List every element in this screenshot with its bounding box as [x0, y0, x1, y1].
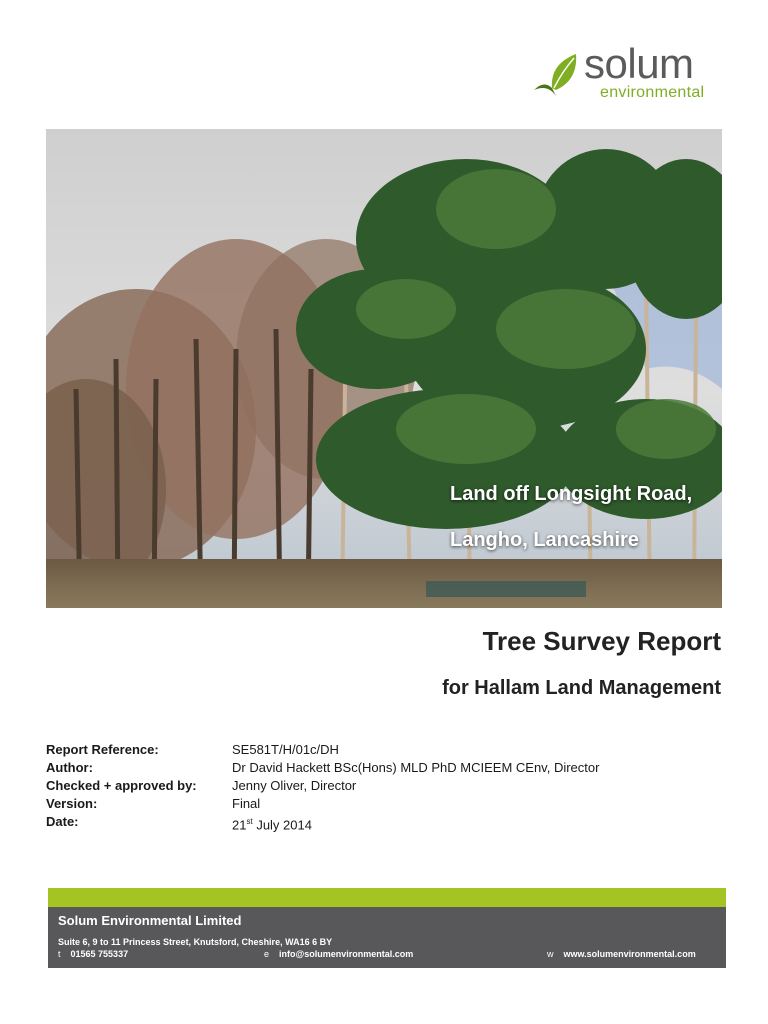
hero-caption-line1: Land off Longsight Road, [450, 483, 693, 505]
email-link[interactable]: info@solumenvironmental.com [279, 949, 414, 959]
meta-label: Version: [46, 796, 98, 811]
meta-label: Checked + approved by: [46, 778, 197, 793]
date-suffix: st [246, 817, 253, 826]
report-title: Tree Survey Report [482, 626, 721, 656]
footer-accent-band [48, 888, 726, 907]
meta-value-date [232, 813, 312, 834]
leaf-icon [530, 50, 582, 102]
web-key: w [547, 949, 554, 959]
footer-panel [48, 907, 726, 968]
report-subtitle: for Hallam Land Management [442, 677, 721, 699]
tel-key: t [58, 949, 61, 959]
meta-value: Jenny Oliver, Director [232, 778, 357, 793]
date-day: 21 [232, 817, 247, 833]
footer-email[interactable] [264, 949, 413, 959]
footer-telephone [58, 949, 128, 959]
web-link[interactable]: www.solumenvironmental.com [563, 949, 696, 959]
meta-label: Report Reference: [46, 742, 159, 757]
meta-label: Date: [46, 814, 79, 829]
logo-sub-text: environmental [600, 84, 705, 101]
email-key: e [264, 949, 270, 959]
hero-caption-line2: Langho, Lancashire [450, 529, 639, 551]
date-rest: July 2014 [252, 817, 312, 833]
logo-brand-text: solum [584, 40, 694, 87]
footer-company: Solum Environmental Limited [58, 913, 242, 928]
meta-value: Final [232, 796, 261, 811]
footer-address: Suite 6, 9 to 11 Princess Street, Knutsford, Cheshire, WA16 6 BY [58, 937, 333, 947]
meta-label: Author: [46, 760, 93, 775]
solum-logo [530, 40, 730, 106]
tel-value: 01565 755337 [70, 949, 129, 959]
cover-photo [46, 129, 722, 608]
meta-value: Dr David Hackett BSc(Hons) MLD PhD MCIEEM CEnv, Director [232, 760, 600, 775]
meta-value: SE581T/H/01c/DH [232, 742, 339, 757]
footer-website[interactable] [547, 949, 696, 959]
